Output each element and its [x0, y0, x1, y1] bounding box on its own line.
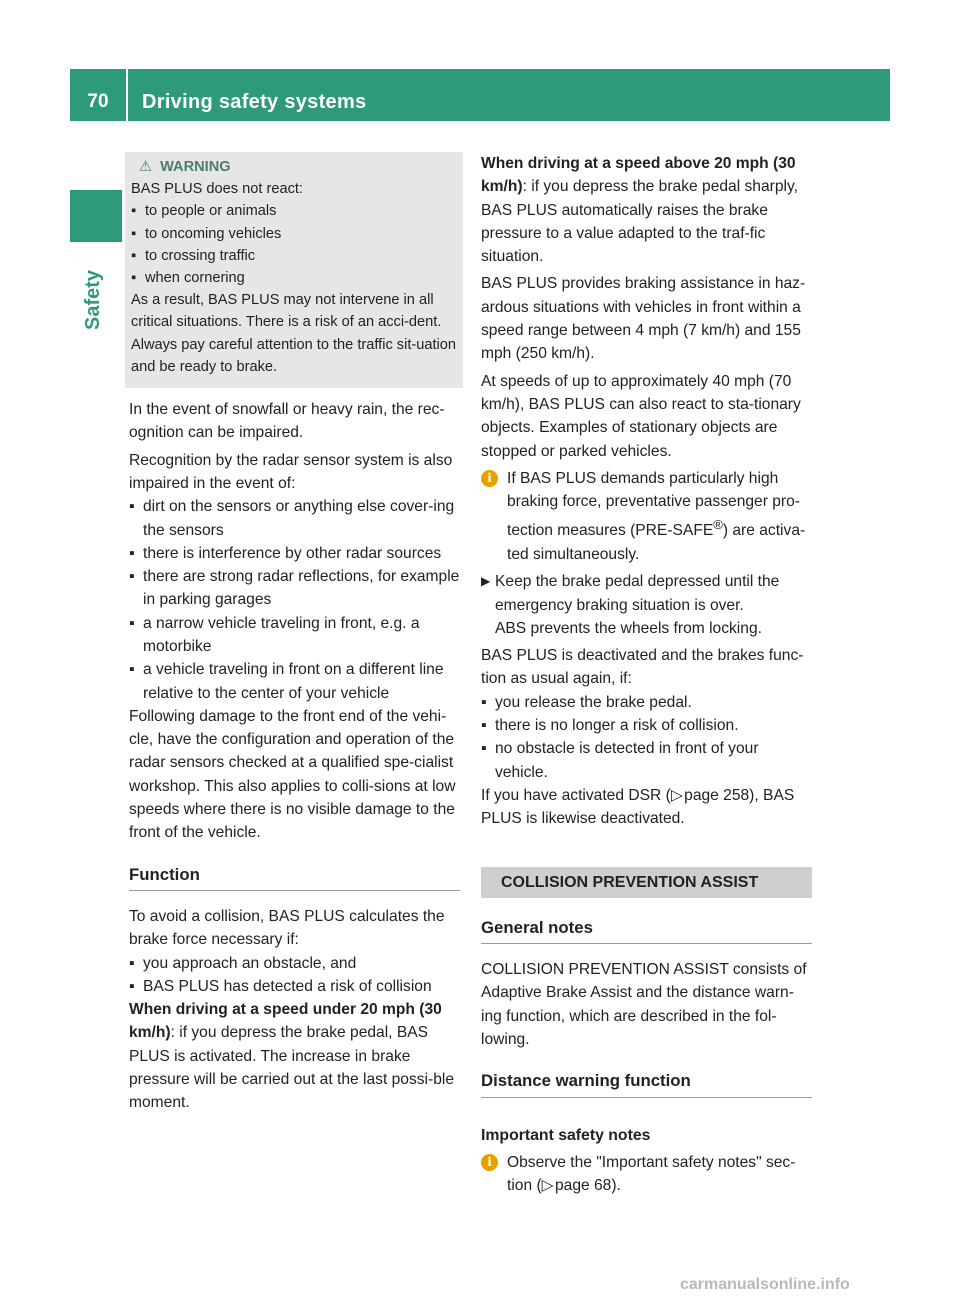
subheading-safety-notes: Important safety notes: [481, 1126, 651, 1144]
list-item: ▪ a vehicle traveling in front on a different line relative to the center of your vehicle: [129, 661, 444, 702]
page-title: Driving safety systems: [142, 91, 367, 113]
warning-intro: BAS PLUS does not react:: [131, 181, 303, 198]
list-item: ▪ no obstacle is detected in front of your vehicle.: [481, 740, 759, 781]
instruction-step: ▶ Keep the brake pedal depressed until the emergency braking situation is over. ABS prevents the wheels from locking.: [481, 570, 812, 640]
warning-triangle-icon: ⚠: [139, 159, 153, 175]
list-item: ▪ there is interference by other radar sources: [129, 544, 442, 562]
page-reference-arrow-icon: ▷: [670, 786, 683, 804]
body-paragraph: To avoid a collision, BAS PLUS calculates the brake force necessary if:: [129, 907, 445, 949]
body-paragraph: BAS PLUS is deactivated and the brakes func-tion as usual again, if:: [481, 647, 804, 688]
body-paragraph: When driving at a speed under 20 mph (30 km/h): if you depress the brake pedal, BAS PLUS is activated. The increase in brake pressure will be carried out at the last possi-ble moment.: [129, 1001, 455, 1112]
body-paragraph: When driving at a speed above 20 mph (30 km/h): if you depress the brake pedal sharply, BAS PLUS automatically raises the brake pressure to a value adapted to the traf-fic situation.: [481, 155, 798, 266]
watermark: carmanualsonline.info: [680, 1276, 850, 1293]
section-heading-general-notes: General notes: [481, 916, 812, 944]
info-icon: i: [481, 470, 498, 487]
page-reference-arrow-icon: ▷: [541, 1177, 554, 1195]
step-arrow-icon: ▶: [481, 574, 491, 589]
warning-item: ▪ to oncoming vehicles: [131, 225, 282, 242]
list-item: ▪ there are strong radar reflections, for example in parking garages: [129, 568, 460, 609]
list-item: ▪ dirt on the sensors or anything else cover-ing the sensors: [129, 498, 455, 539]
section-heading-function: Function: [129, 863, 460, 891]
info-note: i If BAS PLUS demands particularly high braking force, preventative passenger pro-tection measures (PRE-SAFE®) are activa-ted simultaneously.: [481, 467, 812, 566]
body-paragraph: In the event of snowfall or heavy rain, the rec-ognition can be impaired.: [129, 401, 445, 442]
body-paragraph: Following damage to the front end of the vehi-cle, have the configuration and operation of the radar sensors checked at a qualified spe-cialist workshop. This also applies to colli-sions at low speeds where there is no visible damage to the front of the vehicle.: [129, 707, 456, 842]
section-heading-distance-warning: Distance warning function: [481, 1069, 812, 1097]
warning-item: ▪ to crossing traffic: [131, 247, 256, 264]
list-item: ▪ you approach an obstacle, and: [129, 954, 357, 972]
warning-box: [125, 152, 463, 388]
body-paragraph: BAS PLUS provides braking assistance in haz-ardous situations with vehicles in front within a speed range between 4 mph (7 km/h) and 155 mph (250 km/h).: [481, 275, 806, 363]
warning-paragraph: As a result, BAS PLUS may not intervene in all critical situations. There is a risk of an acci-dent.: [131, 292, 442, 331]
side-tab-label: Safety: [82, 269, 104, 330]
warning-heading: ⚠ WARNING: [139, 159, 231, 175]
warning-item: ▪ to people or animals: [131, 203, 277, 220]
info-note: i Observe the "Important safety notes" sec-tion (▷ page 68).: [481, 1151, 812, 1198]
header-divider: [126, 69, 128, 121]
body-paragraph: If you have activated DSR (▷ page 258), BAS PLUS is likewise deactivated.: [481, 786, 795, 828]
info-icon: i: [481, 1154, 498, 1171]
list-item: ▪ a narrow vehicle traveling in front, e.g. a motorbike: [129, 614, 420, 655]
warning-paragraph: Always pay careful attention to the traffic sit-uation and be ready to brake.: [131, 336, 457, 375]
section-banner-collision-prevention: COLLISION PREVENTION ASSIST: [481, 867, 812, 898]
list-item: ▪ BAS PLUS has detected a risk of collision: [129, 977, 432, 995]
page-number: 70: [87, 91, 109, 112]
body-paragraph: COLLISION PREVENTION ASSIST consists of Adaptive Brake Assist and the distance warn-ing function, which are described in the fol-lowing.: [481, 961, 807, 1048]
warning-item: ▪ when cornering: [131, 270, 245, 287]
right-column: [481, 152, 812, 1197]
list-item: ▪ you release the brake pedal.: [481, 693, 692, 711]
left-column: [129, 152, 460, 1115]
body-paragraph: At speeds of up to approximately 40 mph (70 km/h), BAS PLUS can also react to sta-tionary objects. Examples of stationary objects are stopped or parked vehicles.: [481, 372, 801, 460]
body-paragraph: Recognition by the radar sensor system is also impaired in the event of:: [129, 451, 453, 492]
list-item: ▪ there is no longer a risk of collision.: [481, 717, 739, 735]
